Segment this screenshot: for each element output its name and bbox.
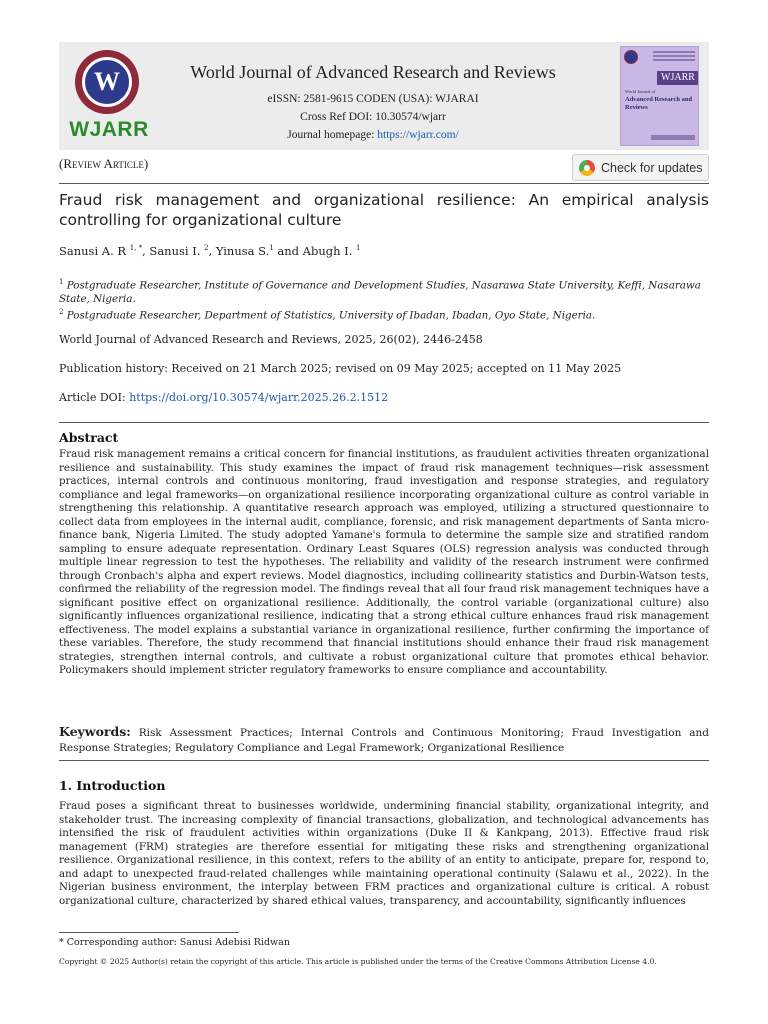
author-3-affil: 1: [269, 244, 274, 253]
introduction-heading: 1. Introduction: [59, 778, 166, 793]
journal-name: World Journal of Advanced Research and Reviews: [190, 62, 556, 82]
issn-line: eISSN: 2581-9615 CODEN (USA): WJARAI: [267, 93, 479, 105]
publication-history: Publication history: Received on 21 March 2025; revised on 09 May 2025; accepted on 11 May 2025: [59, 362, 622, 375]
check-for-updates-label: Check for updates: [601, 160, 703, 175]
keywords-text: Risk Assessment Practices; Internal Controls and Continuous Monitoring; Fraud Investigation and Response Strategies; Regulatory Compliance and Legal Framework; Organizational Resilience: [59, 727, 709, 754]
author-2-affil: 2: [204, 244, 209, 253]
journal-logo: [69, 50, 149, 146]
article-doi-line: [59, 391, 388, 404]
corresponding-author-footnote: * Corresponding author: Sanusi Adebisi Ridwan: [59, 937, 290, 948]
author-4-affil: 1: [356, 244, 361, 253]
abstract-rule: [59, 422, 709, 423]
doi-label: Article DOI:: [59, 391, 130, 404]
affiliation-2-text: Postgraduate Researcher, Department of Statistics, University of Ibadan, Ibadan, Oyo State, Nigeria.: [63, 309, 596, 322]
homepage-link[interactable]: https://wjarr.com/: [377, 129, 459, 141]
journal-meta: [164, 90, 582, 144]
homepage-line: [164, 126, 582, 144]
author-list: [59, 244, 361, 258]
cover-title-main: Advanced Research and Reviews: [625, 96, 693, 111]
author-1: Sanusi A. R: [59, 244, 127, 258]
affiliation-1-text: Postgraduate Researcher, Institute of Governance and Development Studies, Nasarawa State University, Keffi, Nasarawa State, Nigeria.: [59, 279, 701, 305]
affiliations: [59, 276, 709, 323]
keywords: [59, 724, 709, 756]
cover-title: [625, 88, 697, 112]
article-title: Fraud risk management and organizational resilience: An empirical analysis controlling for organizational culture: [59, 191, 709, 229]
introduction-body: Fraud poses a significant threat to businesses worldwide, undermining financial stability, organizational integrity, and stakeholder trust. The increasing complexity of financial transactions, globalization, and technological advancements has intensified the risk of fraudulent activities within organizations (Duke II & Kankpang, 2013). Effective fraud risk management (FRM) strategies are therefore essential for mitigating these risks and strengthening organizational resilience. Organizational resilience, in this context, refers to the ability of an entity to anticipate, prepare for, respond to, and adapt to unexpected fraud-related challenges while maintaining operational continuity (Salawu et al., 2022). In the Nigerian business environment, the interplay between FRM practices and organizational culture is critical. A robust organizational culture, characterized by shared ethical values, transparency, and accountability, significantly influences: [59, 800, 709, 907]
logo-text: WJARR: [69, 118, 149, 141]
author-4: and Abugh I.: [273, 244, 353, 258]
doi-link[interactable]: https://doi.org/10.30574/wjarr.2025.26.2.1512: [129, 391, 389, 404]
affiliation-2-number: 2: [59, 308, 64, 317]
journal-header: [59, 42, 709, 150]
abstract-body: Fraud risk management remains a critical concern for financial institutions, as fraudulent activities threaten organizational resilience and sustainability. This study examines the impact of fraud risk management techniques—risk assessment practices, internal controls and continuous monitoring, fraud investigation and response strategies, and regulatory compliance and legal frameworks—on organizational resilience incorporating organizational culture as control variable in strengthening this relationship. A quantitative research approach was employed, utilizing a structured questionnaire to collect data from employees in the internal audit, compliance, forensic, and risk management departments of Santa micro-finance bank, Nigeria Limited. The study adopted Yamane's formula to determine the sample size and stratified random sampling to ensure adequate representation. Ordinary Least Squares (OLS) regression analysis was conducted through multiple linear regression to test the hypotheses. The reliability and validity of the research instrument were confirmed through Cronbach's alpha and expert reviews. Model diagnostics, including collinearity statistics and Durbin-Watson tests, confirmed the reliability of the regression model. The findings reveal that all four fraud risk management techniques have a significant positive effect on organizational resilience. Additionally, the control variable (organizational culture) also significantly influences organizational resilience, indicating that a strong ethical culture enhances fraud risk management effectiveness. The model explains a substantial variance in organizational resilience, further confirming the importance of these variables. Therefore, the study recommend that financial institutions should enhance their fraud risk management strategies, strengthen internal controls, and cultivate a robust organizational culture that promotes ethical behavior. Policymakers should implement stricter regulatory frameworks to ensure compliance and accountability.: [59, 448, 709, 676]
keywords-label: Keywords:: [59, 724, 131, 739]
footnote-rule: [59, 932, 239, 933]
article-type: (Review Article): [59, 156, 149, 171]
abstract-heading: Abstract: [59, 430, 119, 445]
logo-circle: [75, 50, 139, 114]
copyright-notice: Copyright © 2025 Author(s) retain the copyright of this article. This article is published under the terms of the Creative Commons Attribution License 4.0.: [59, 957, 657, 966]
journal-cover-thumbnail: [620, 46, 699, 146]
cover-seal-icon: [624, 50, 638, 64]
cover-title-small: World Journal of: [625, 89, 656, 94]
keywords-divider: [59, 760, 709, 761]
crossref-doi-line: Cross Ref DOI: 10.30574/wjarr: [300, 111, 446, 123]
affiliation-2: [59, 306, 709, 323]
header-divider: [59, 183, 709, 184]
cover-band: WJARR: [657, 71, 699, 85]
affiliation-1: [59, 276, 709, 306]
affiliation-1-number: 1: [59, 278, 64, 286]
homepage-label: Journal homepage:: [287, 129, 378, 141]
cover-header-lines: [653, 51, 695, 63]
cover-footer-bar: [651, 135, 695, 140]
citation-line: World Journal of Advanced Research and Reviews, 2025, 26(02), 2446-2458: [59, 333, 483, 346]
author-1-affil: 1, *: [129, 244, 143, 253]
author-3: , Yinusa S.: [208, 244, 270, 258]
check-for-updates-button[interactable]: [572, 154, 709, 181]
logo-letter: W: [82, 57, 132, 107]
crossmark-icon: [579, 160, 595, 176]
author-2: , Sanusi I.: [142, 244, 201, 258]
